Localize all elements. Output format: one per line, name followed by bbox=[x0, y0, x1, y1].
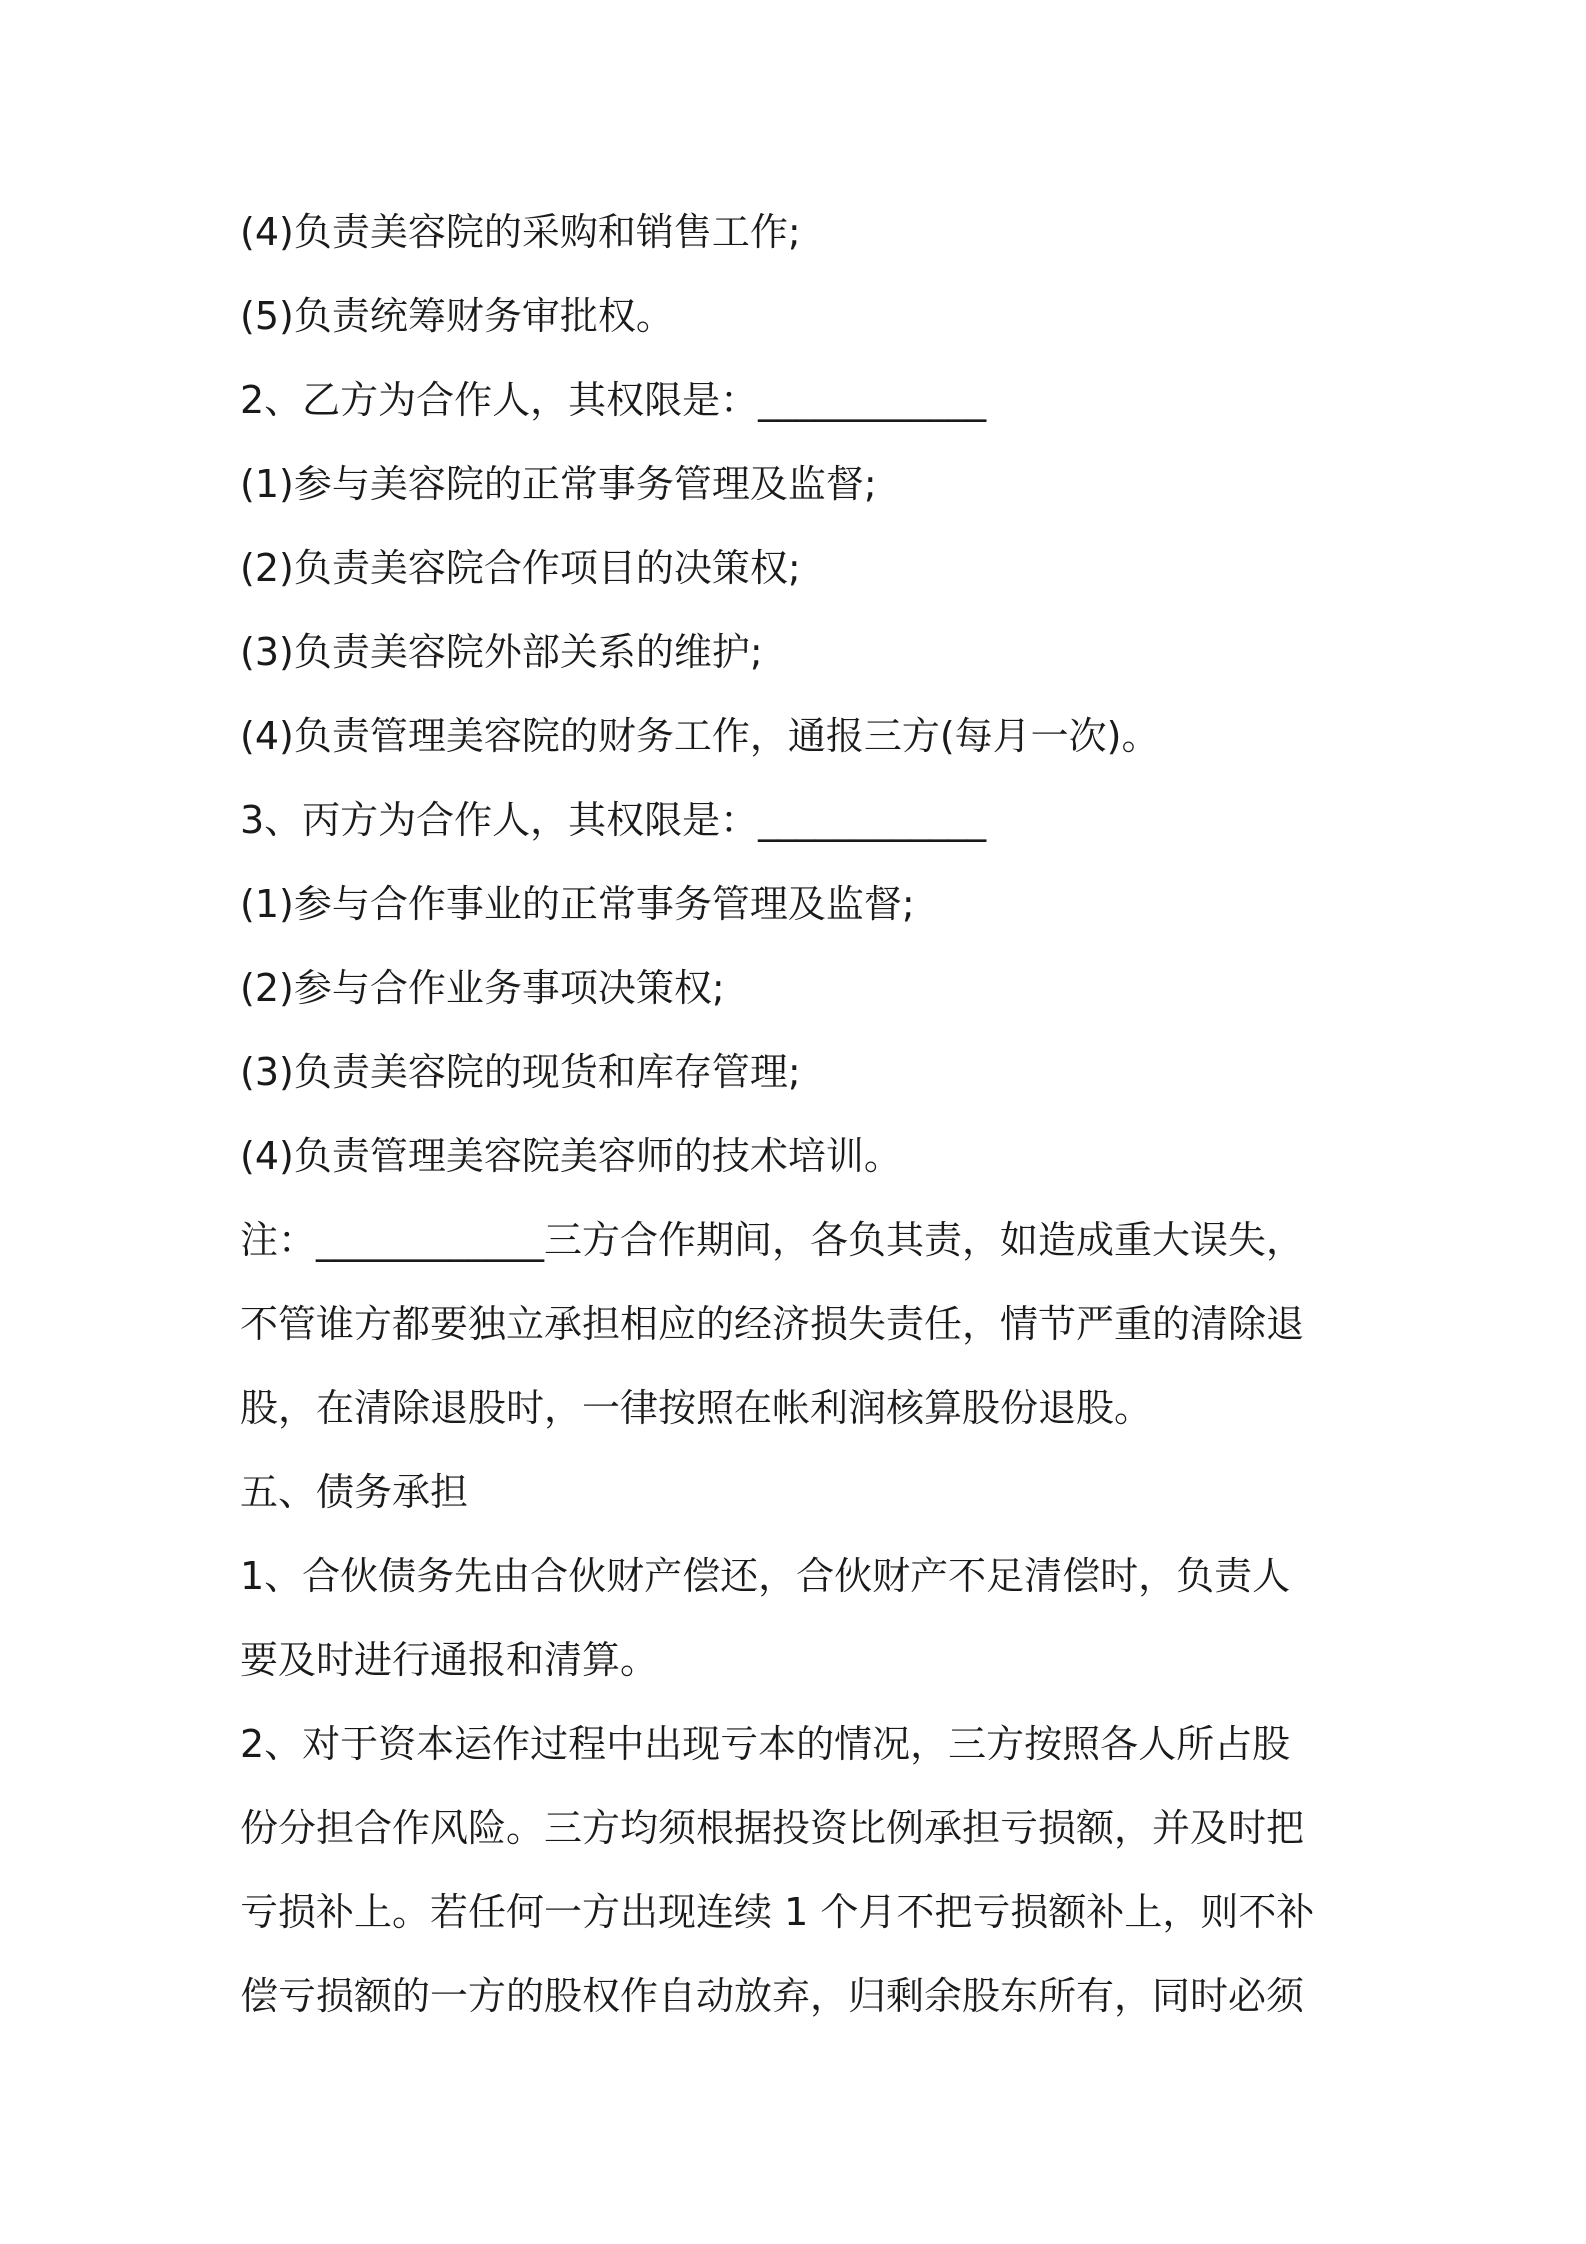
text-line: 份分担合作风险。三方均须根据投资比例承担亏损额，并及时把 bbox=[240, 1806, 1305, 1850]
document-body bbox=[240, 190, 1360, 2038]
text-line: (1)参与美容院的正常事务管理及监督; bbox=[240, 462, 877, 506]
section-heading: 五、债务承担 bbox=[240, 1470, 469, 1514]
text-line: (5)负责统筹财务审批权。 bbox=[240, 294, 674, 338]
text-line: 不管谁方都要独立承担相应的经济损失责任，情节严重的清除退 bbox=[240, 1302, 1305, 1346]
text-line: 2、对于资本运作过程中出现亏本的情况，三方按照各人所占股 bbox=[240, 1722, 1291, 1766]
text-line: 股，在清除退股时，一律按照在帐利润核算股份退股。 bbox=[240, 1386, 1153, 1430]
text-line: 偿亏损额的一方的股权作自动放弃，归剩余股东所有，同时必须 bbox=[240, 1974, 1305, 2018]
text-line: (4)负责管理美容院的财务工作，通报三方(每月一次)。 bbox=[240, 714, 1160, 758]
text-line: 1、合伙债务先由合伙财产偿还，合伙财产不足清偿时，负责人 bbox=[240, 1554, 1291, 1598]
text-line: 要及时进行通报和清算。 bbox=[240, 1638, 659, 1682]
text-line: 注：____________三方合作期间，各负其责，如造成重大误失， bbox=[240, 1218, 1305, 1262]
text-line: (3)负责美容院外部关系的维护; bbox=[240, 630, 763, 674]
text-line: (3)负责美容院的现货和库存管理; bbox=[240, 1050, 801, 1094]
text-line: (4)负责管理美容院美容师的技术培训。 bbox=[240, 1134, 902, 1178]
text-line: (4)负责美容院的采购和销售工作; bbox=[240, 210, 801, 254]
text-line: 2、乙方为合作人，其权限是：____________ bbox=[240, 378, 987, 422]
text-line: 亏损补上。若任何一方出现连续 1 个月不把亏损额补上，则不补 bbox=[240, 1890, 1315, 1934]
text-line: (2)负责美容院合作项目的决策权; bbox=[240, 546, 801, 590]
text-line: (1)参与合作事业的正常事务管理及监督; bbox=[240, 882, 915, 926]
text-line: (2)参与合作业务事项决策权; bbox=[240, 966, 725, 1010]
text-line: 3、丙方为合作人，其权限是：____________ bbox=[240, 798, 987, 842]
